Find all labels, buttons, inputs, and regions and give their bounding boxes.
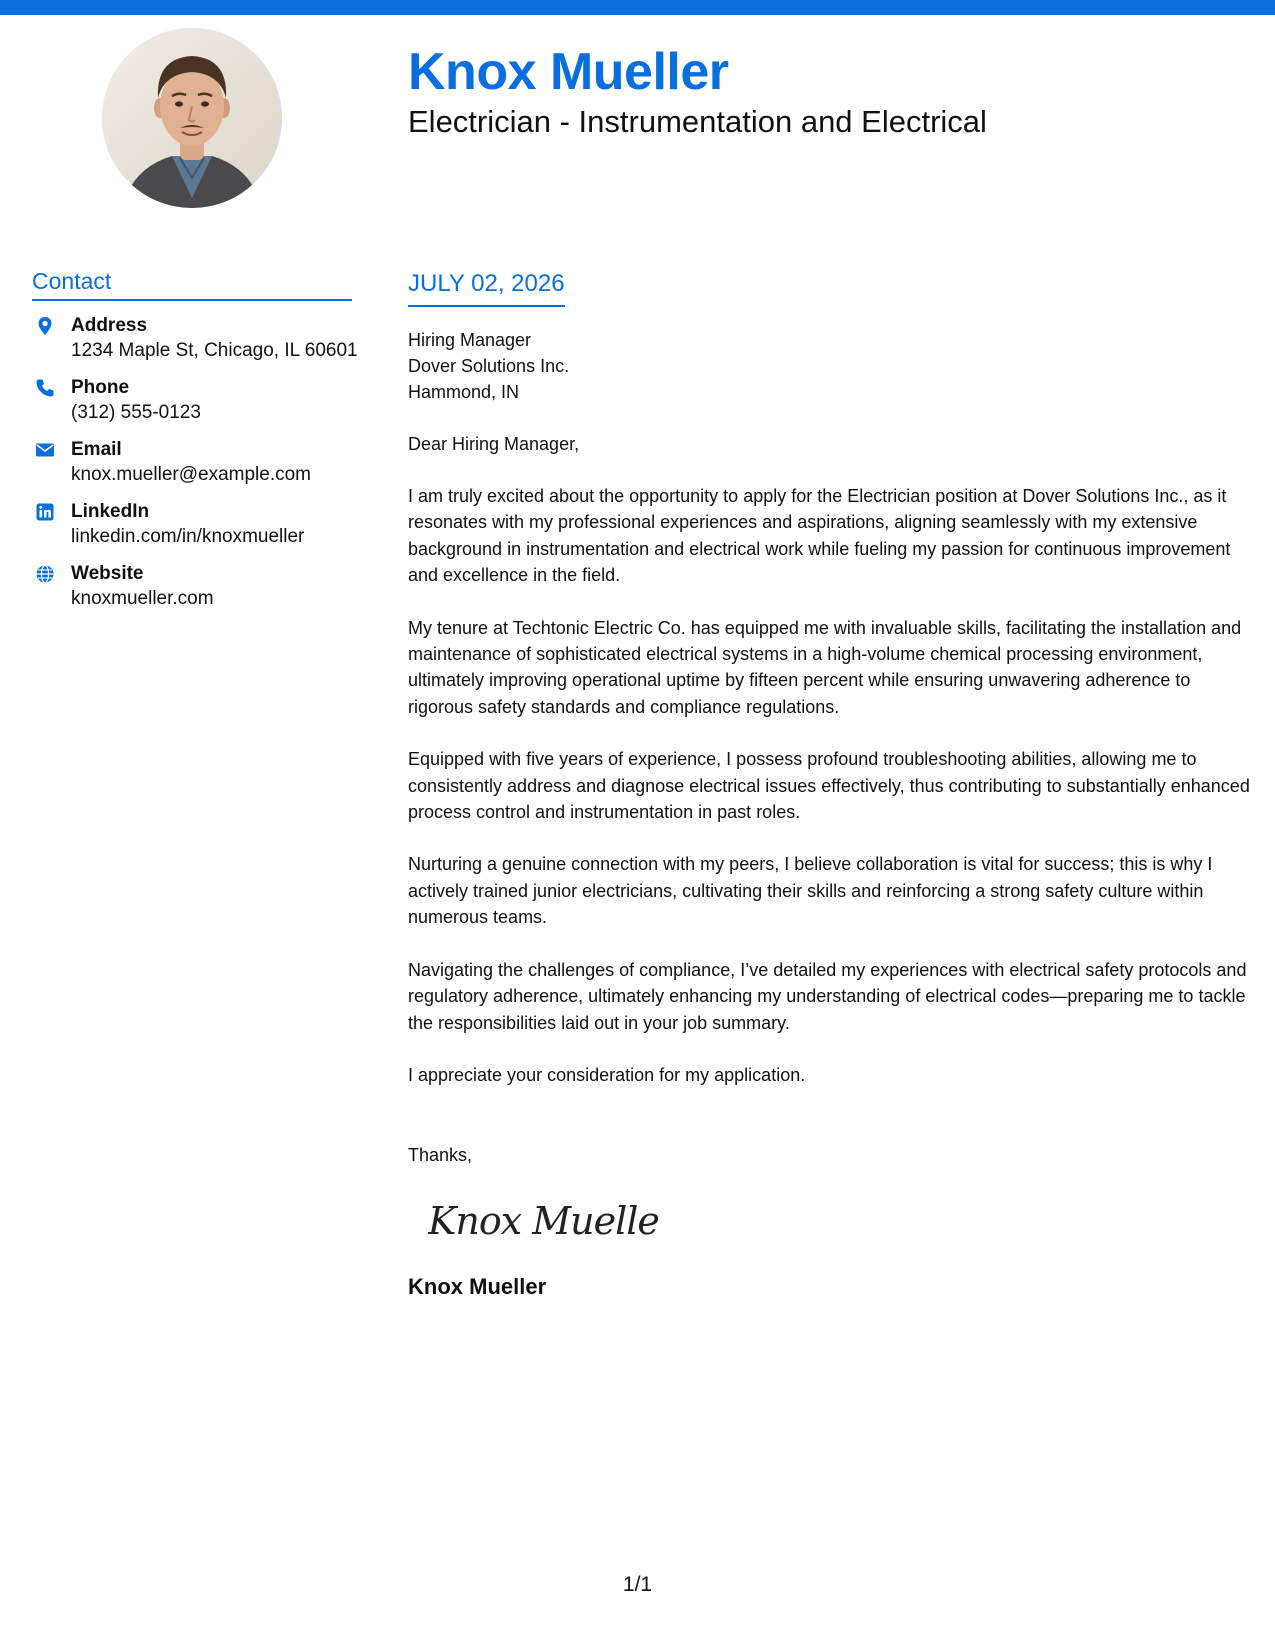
letter-date: JULY 02, 2026 — [408, 268, 565, 307]
contact-label: LinkedIn — [71, 501, 150, 522]
email-value[interactable]: knox.mueller@example.com — [71, 464, 311, 485]
profile-photo — [102, 28, 282, 208]
contact-linkedin — [32, 499, 352, 549]
contact-phone — [32, 375, 352, 425]
candidate-name: Knox Mueller — [408, 43, 729, 101]
phone-icon — [35, 378, 55, 398]
contact-address — [32, 313, 358, 363]
signature — [428, 1190, 658, 1250]
contact-website — [32, 561, 352, 611]
contact-email — [32, 437, 352, 487]
phone-value: (312) 555-0123 — [71, 402, 201, 423]
contact-label: Website — [71, 563, 144, 584]
website-value[interactable]: knoxmueller.com — [71, 588, 214, 609]
address-value: 1234 Maple St, Chicago, IL 60601 — [71, 340, 358, 361]
body-paragraph: I appreciate your consideration for my application. — [408, 1064, 806, 1085]
body-paragraph: Equipped with five years of experience, I possess profound troubleshooting abilities, allowing me to consistently address and diagnose electrical issues effectively, thus contributing to substantially enhanced process control and instrumentation in past roles. — [408, 749, 1250, 823]
greeting: Dear Hiring Manager, — [408, 434, 580, 454]
linkedin-icon — [35, 502, 55, 522]
email-icon — [35, 440, 55, 460]
body-paragraph: I am truly excited about the opportunity to apply for the Electrician position at Dover Solutions Inc., as it resonates with my professional experiences and aspirations, aligning seamlessly with my extensive background in instrumentation and electrical work while fueling my passion for continuous improvement and excellence in the field. — [408, 486, 1231, 586]
linkedin-value[interactable]: linkedin.com/in/knoxmueller — [71, 526, 305, 547]
closing: Thanks, — [408, 1145, 473, 1166]
page-number: 1/1 — [622, 1573, 653, 1596]
contact-label: Address — [71, 315, 148, 336]
signoff-name: Knox Mueller — [408, 1274, 547, 1300]
contact-label: Phone — [71, 377, 130, 398]
top-accent-bar — [0, 0, 1275, 15]
body-paragraph: Nurturing a genuine connection with my peers, I believe collaboration is vital for success; this is why I actively trained junior electricians, cultivating their skills and reinforcing a strong safety culture within numerous teams. — [408, 854, 1213, 928]
contact-sidebar — [32, 266, 358, 623]
recipient-line: Dover Solutions Inc. — [408, 356, 570, 376]
map-pin-icon — [35, 316, 55, 336]
body-paragraph: My tenure at Techtonic Electric Co. has equipped me with invaluable skills, facilitating the installation and maintenance of sophisticated electrical systems in a high-volume chemical processing environment, ultimately improving operational uptime by fifteen percent while ensuring unwavering adherence to rigorous safety standards and compliance regulations. — [408, 617, 1242, 717]
recipient-block — [408, 327, 1258, 405]
signature-text: Knox Mueller — [428, 1199, 658, 1244]
recipient-line: Hiring Manager — [408, 330, 532, 350]
contact-label: Email — [71, 439, 122, 460]
recipient-line: Hammond, IN — [408, 382, 520, 402]
job-title: Electrician - Instrumentation and Electrical — [408, 104, 987, 139]
contact-heading: Contact — [32, 266, 352, 301]
body-paragraph: Navigating the challenges of compliance, I’ve detailed my experiences with electrical safety protocols and regulatory adherence, ultimately enhancing my understanding of electrical codes—preparing me to tackle the responsibilities laid out in your job summary. — [408, 959, 1247, 1033]
globe-icon — [35, 564, 55, 584]
letter-body — [408, 268, 1258, 1301]
